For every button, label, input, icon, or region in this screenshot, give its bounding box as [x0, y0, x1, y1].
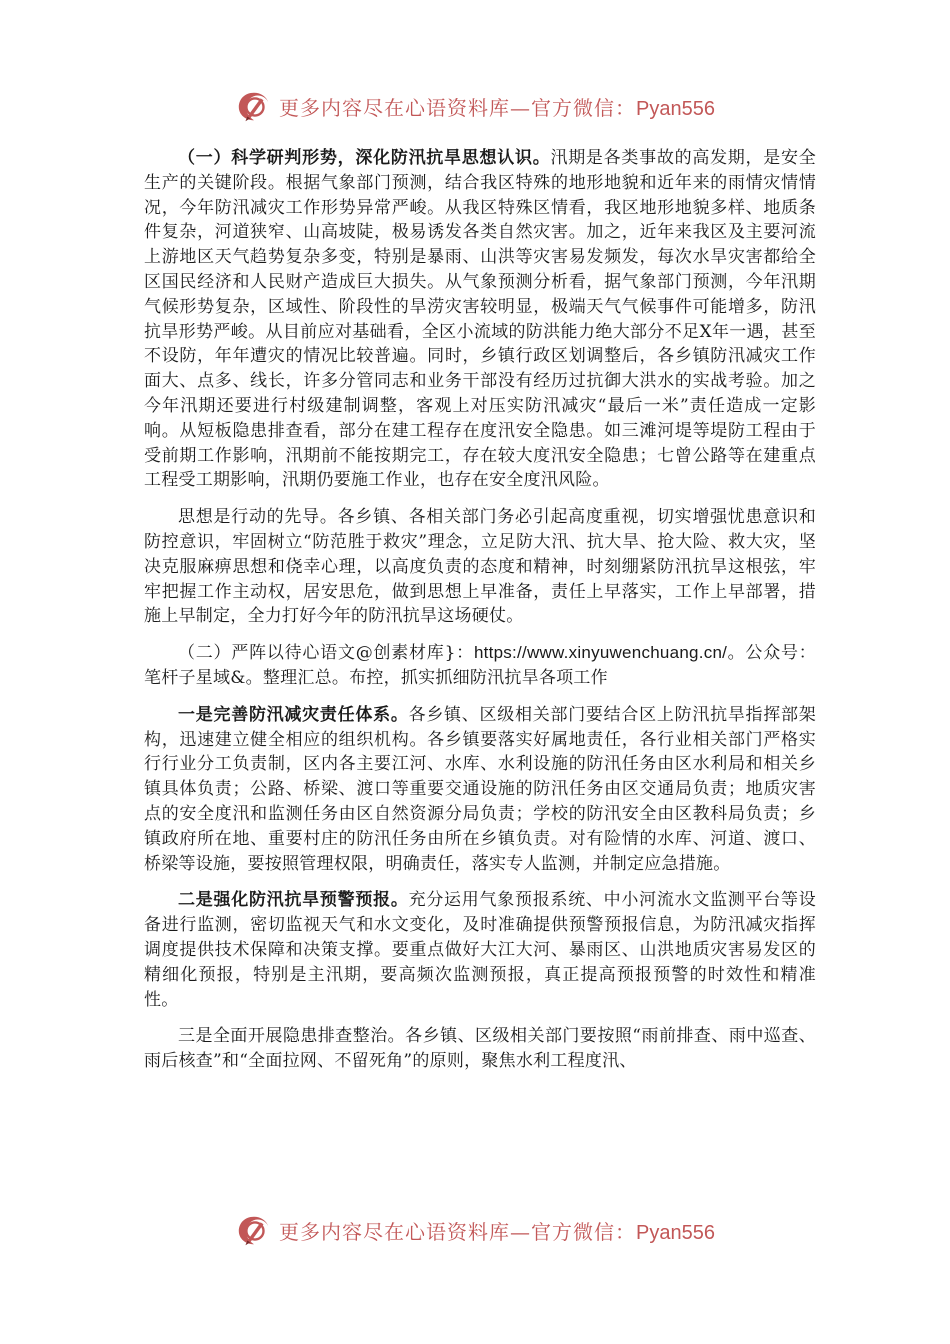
paragraph-1 [144, 146, 816, 493]
paragraph-2-text: 思想是行动的先导。各乡镇、各相关部门务必引起高度重视，切实增强忧患意识和防控意识，牢固树立“防范胜于救灾”理念，立足防大汛、抗大旱、抢大险、救大灾，坚决克服麻痹思想和侥幸心理，以高度负责的态度和精神，时刻绷紧防汛抗旱这根弦，牢牢把握工作主动权，居安思危，做到思想上早准备，责任上早落实，工作上早部署，措施上早制定，全力打好今年的防汛抗旱这场硬仗。 [144, 507, 816, 627]
paragraph-5 [144, 888, 816, 1012]
footer-banner-text [279, 1216, 715, 1245]
header-banner [0, 86, 950, 126]
footer-banner-brand: Pyan556 [636, 1221, 715, 1244]
paragraph-3-url: https://www.xinyuwenchuang.cn/ [473, 643, 728, 663]
paragraph-3 [144, 641, 816, 691]
paragraph-6-text: 三是全面开展隐患排查整治。各乡镇、区级相关部门要按照“雨前排查、雨中巡查、雨后核查”和“全面拉网、不留死角”的原则，聚焦水利工程度汛、 [144, 1026, 816, 1072]
paragraph-4 [144, 703, 816, 877]
paragraph-6 [144, 1024, 816, 1074]
paragraph-1-text: 汛期是各类事故的高发期，是安全生产的关键阶段。根据气象部门预测，结合我区特殊的地形地貌和近年来的雨情灾情情况，今年防汛减灾工作形势异常严峻。从我区特殊区情看，我区地形地貌多样、地质条件复杂，河道狭窄、山高坡陡，极易诱发各类自然灾害。加之，近年来我区及主要河流上游地区天气趋势复杂多变，特别是暴雨、山洪等灾害易发频发，每次水旱灾害都给全区国民经济和人民财产造成巨大损失。从气象预测分析看，据气象部门预测，今年汛期气候形势复杂，区域性、阶段性的旱涝灾害较明显，极端天气气候事件可能增多，防汛抗旱形势严峻。从目前应对基础看，全区小流域的防洪能力绝大部分不足X年一遇，甚至不设防，年年遭灾的情况比较普遍。同时，乡镇行政区划调整后，各乡镇防汛减灾工作面大、点多、线长，许多分管同志和业务干部没有经历过抗御大洪水的实战考验。加之今年汛期还要进行村级建制调整，客观上对压实防汛减灾“最后一米”责任造成一定影响。从短板隐患排查看，部分在建工程存在度汛安全隐患。如三滩河堤等堤防工程由于受前期工作影响，汛期前不能按期完工，存在较大度汛安全隐患；七曾公路等在建重点工程受工期影响，汛期仍要施工作业，也存在安全度汛风险。 [144, 148, 817, 491]
paragraph-5-heading: 二是强化防汛抗旱预警预报。 [178, 890, 409, 911]
pen-logo-icon [235, 87, 273, 125]
pen-logo-icon [235, 1211, 273, 1249]
header-banner-text [279, 92, 715, 121]
paragraph-3-prefix: （二）严阵以待心语文@创素材库}： [178, 643, 474, 664]
header-banner-label: 更多内容尽在心语资料库—官方微信： [279, 95, 637, 120]
footer-banner [0, 1210, 950, 1250]
paragraph-1-heading: （一）科学研判形势，深化防汛抗旱思想认识。 [178, 148, 551, 168]
paragraph-5-text: 充分运用气象预报系统、中小河流水文监测平台等设备进行监测，密切监视天气和水文变化，及时准确提供预警预报信息，为防汛减灾指挥调度提供技术保障和决策支撑。要重点做好大江大河、暴雨区、山洪地质灾害易发区的精细化预报，特别是主汛期，要高频次监测预报，真正提高预报预警的时效性和精准性。 [144, 890, 817, 1010]
document-body [144, 146, 816, 1086]
paragraph-4-heading: 一是完善防汛减灾责任体系。 [178, 704, 409, 725]
paragraph-4-text: 各乡镇、区级相关部门要结合区上防汛抗旱指挥部架构，迅速建立健全相应的组织机构。各乡镇要落实好属地责任，各行业相关部门严格实行行业分工负责制，区内各主要江河、水库、水利设施的防汛任务由区水利局和相关乡镇具体负责；公路、桥梁、渡口等重要交通设施的防汛任务由区交通局负责；地质灾害点的安全度汛和监测任务由区自然资源分局负责；学校的防汛安全由区教科局负责；乡镇政府所在地、重要村庄的防汛任务由所在乡镇负责。对有险情的水库、河道、渡口、桥梁等设施，要按照管理权限，明确责任，落实专人监测，并制定应急措施。 [144, 704, 817, 874]
header-banner-brand: Pyan556 [636, 97, 715, 120]
paragraph-2 [144, 505, 816, 629]
footer-banner-label: 更多内容尽在心语资料库—官方微信： [279, 1219, 637, 1244]
paragraph-3-suffix: 。公众号：笔杆子星域&。整理汇总。布控，抓实抓细防汛抗旱各项工作 [144, 643, 817, 688]
